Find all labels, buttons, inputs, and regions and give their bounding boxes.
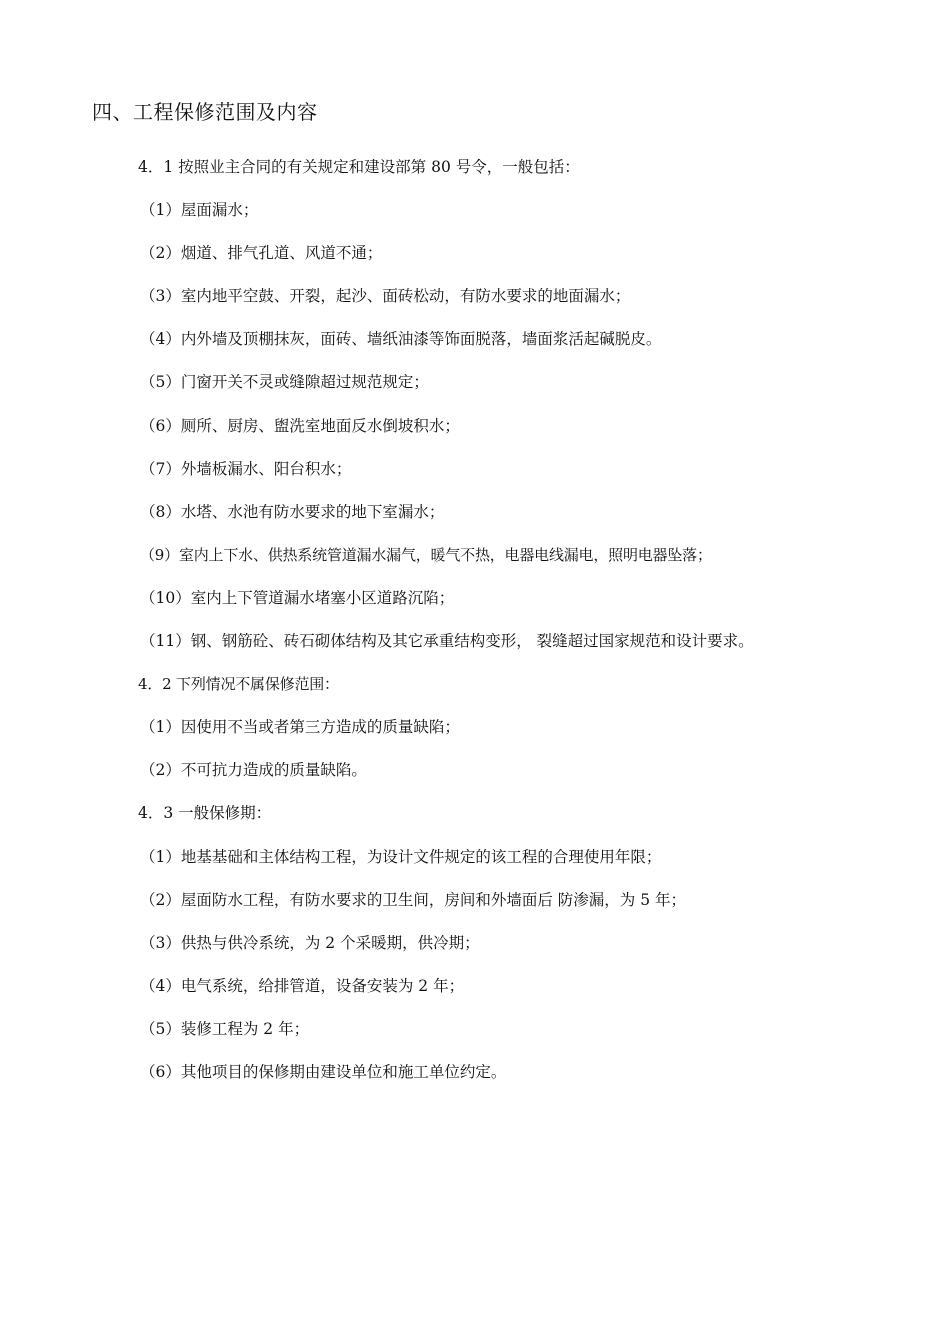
list-item: （10）室内上下管道漏水堵塞小区道路沉陷； — [140, 588, 455, 607]
list-item: （8）水塔、水池有防水要求的地下室漏水； — [140, 502, 445, 521]
subsection-heading: 4．1 按照业主合同的有关规定和建设部第 80 号令，一般包括： — [138, 158, 580, 176]
list-item: （1）地基基础和主体结构工程，为设计文件规定的该工程的合理使用年限； — [140, 847, 662, 866]
list-item: （2）烟道、排气孔道、风道不通； — [140, 244, 383, 263]
list-item: （4）电气系统，给排管道，设备安装为 2 年； — [140, 976, 465, 995]
list-item: （3）供热与供冷系统，为 2 个采暖期，供冷期； — [140, 933, 480, 952]
subsection-heading: 4．2 下列情况不属保修范围： — [138, 675, 339, 694]
list-item: （3）室内地平空鼓、开裂，起沙、面砖松动，有防水要求的地面漏水； — [140, 287, 631, 306]
subsection-heading: 4．3 一般保修期： — [138, 804, 272, 823]
section-heading: 四、工程保修范围及内容 — [92, 100, 318, 124]
list-item: （1）屋面漏水； — [140, 201, 259, 220]
list-item: （9）室内上下水、供热系统管道漏水漏气，暖气不热，电器电线漏电，照明电器坠落； — [140, 545, 712, 564]
list-item: （6）其他项目的保修期由建设单位和施工单位约定。 — [140, 1062, 507, 1081]
list-item: （11）钢、钢筋砼、砖石砌体结构及其它承重结构变形， 裂缝超过国家规范和设计要求。 — [140, 632, 754, 651]
list-item: （5）装修工程为 2 年； — [140, 1019, 310, 1038]
list-item: （1）因使用不当或者第三方造成的质量缺陷； — [140, 718, 460, 737]
list-item: （2）屋面防水工程，有防水要求的卫生间，房间和外墙面后 防渗漏，为 5 年； — [140, 890, 687, 909]
list-item: （4）内外墙及顶棚抹灰，面砖、墙纸油漆等饰面脱落，墙面浆活起碱脱皮。 — [140, 330, 662, 349]
content-lines — [0, 153, 950, 1101]
list-item: （2）不可抗力造成的质量缺陷。 — [140, 761, 367, 780]
list-item: （5）门窗开关不灵或缝隙超过规范规定； — [140, 373, 429, 392]
list-item: （6）厕所、厨房、盥洗室地面反水倒坡积水； — [140, 416, 460, 435]
list-item: （7）外墙板漏水、阳台积水； — [140, 459, 352, 478]
